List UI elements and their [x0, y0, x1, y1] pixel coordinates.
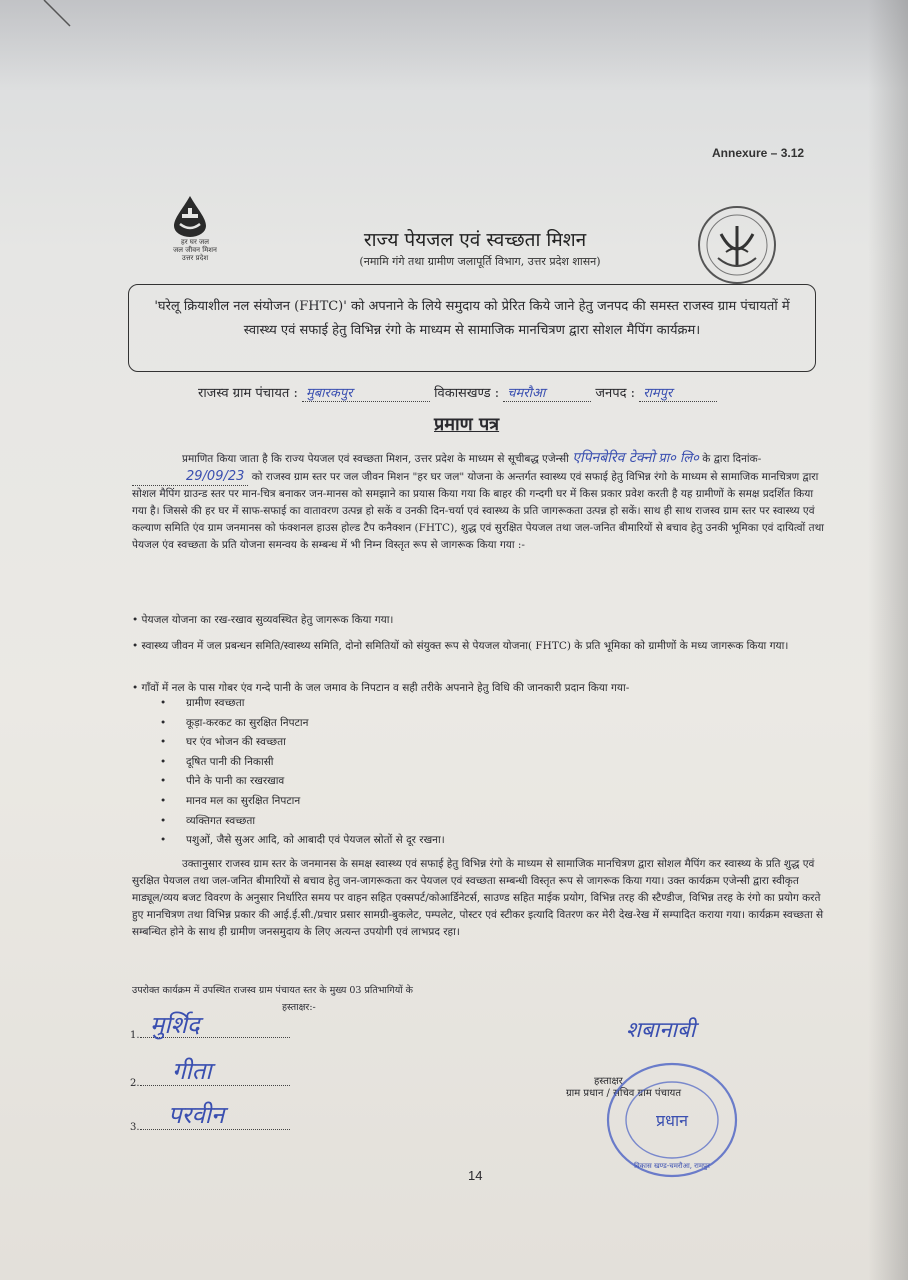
- signatory-2-signature: गीता: [172, 1057, 212, 1085]
- program-title-box: 'घरेलू क्रियाशील नल संयोजन (FHTC)' को अपनाने के लिये समुदाय को प्रेरित किये जाने हेतु जनपद की समस्त राजस्व ग्राम पंचायतों में स्वास्थ्य एवं सफाई हेतु विभिन्न रंगो के माध्यम से सामाजिक मानचित्रण द्वारा सोशल मैपिंग कार्यक्रम।: [128, 284, 816, 372]
- sub-bullet-item: • दूषित पानी की निकासी: [160, 753, 445, 773]
- program-date-handwritten: 29/09/23: [132, 468, 248, 486]
- bullet-2: • स्वास्थ्य जीवन में जल प्रबन्धन समिति/स्वास्थ्य समिति, दोनो समितियों को संयुक्त रूप से पेयजल योजना( FHTC) के प्रति भूमिका को ग्रामीणों के मध्य जागरूक किया गया।: [132, 640, 789, 652]
- signatory-1-signature: मुर्शिद: [150, 1011, 200, 1039]
- sub-bullet-item: • ग्रामीण स्वच्छता: [160, 694, 445, 714]
- mission-title: राज्य पेयजल एवं स्वच्छता मिशन: [363, 229, 587, 251]
- logo-caption-2: जल जीवन मिशन: [173, 246, 217, 254]
- page-number: 14: [468, 1168, 483, 1183]
- signatory-line-1: 1.: [130, 1030, 290, 1041]
- sub-bullet-item: • पशुओं, जैसे सुअर आदि, को आबादी एवं पेयजल स्रोतों से दूर रखना।: [160, 831, 445, 851]
- water-drop-icon: [160, 194, 230, 238]
- sub-bullet-item: • पीने के पानी का रखरखाव: [160, 772, 445, 792]
- sub-bullet-item: • व्यक्तिगत स्वच्छता: [160, 812, 445, 832]
- up-government-seal-icon: [696, 204, 778, 286]
- sub-bullet-list: [160, 694, 445, 851]
- agency-suffix-handwritten: प्रा० लि०: [658, 451, 699, 466]
- paragraph-1-part-2: के द्वारा दिनांक-: [702, 453, 762, 465]
- gram-panchayat-value: मुबारकपुर: [302, 383, 430, 402]
- certificate-heading: प्रमाण पत्र: [434, 414, 500, 435]
- pradhan-label: हस्ताक्षर ग्राम प्रधान / सचिव ग्राम पंचायत: [566, 1076, 682, 1099]
- paragraph-1-part-1: प्रमाणित किया जाता है कि राज्य पेयजल एवं स्वच्छता मिशन, उत्तर प्रदेश के माध्यम से सूचीबद्ध एजेन्सी: [182, 453, 569, 465]
- pradhan-seal-stamp: [604, 1060, 740, 1180]
- block-value: चमरौआ: [503, 383, 591, 402]
- bullet-3: • गाँवों में नल के पास गोबर एंव गन्दे पानी के जल जमाव के निपटान व सही तरीके अपनाने हेतु विधि की जानकारी प्रदान किया गया-: [132, 682, 630, 694]
- annexure-label: Annexure – 3.12: [712, 146, 805, 160]
- seal-title: प्रधान: [656, 1111, 688, 1130]
- gram-panchayat-label: राजस्व ग्राम पंचायत :: [198, 386, 298, 401]
- district-label: जनपद :: [595, 386, 636, 401]
- signatories-intro: उपरोक्त कार्यक्रम में उपस्थित राजस्व ग्राम पंचायत स्तर के मुख्य 03 प्रतिभागियों के हस्ताक्षर:-: [132, 985, 413, 1013]
- pradhan-signature: शबानाबी: [626, 1018, 696, 1043]
- seal-ring-text: विकास खण्ड-चमरौआ, रामपुर: [634, 1162, 710, 1170]
- block-label: विकासखण्ड :: [434, 386, 500, 401]
- location-fields: [198, 383, 818, 402]
- agency-name-handwritten: एपिनबेरिव टेक्नो: [572, 450, 655, 466]
- mission-subtitle: (नमामि गंगे तथा ग्रामीण जलापूर्ति विभाग, उत्तर प्रदेश शासन): [359, 255, 601, 268]
- signatory-line-2: 2.: [130, 1078, 290, 1089]
- paragraph-1-part-3: को राजस्व ग्राम स्तर पर जल जीवन मिशन "हर घर जल" योजना के अन्तर्गत स्वास्थ्य एवं सफाई हेतु विभिन्न रंगो के माध्यम से सामाजिक मानचित्रण द्वारा सोशल मैपिंग ग्राउन्ड स्तर पर मान-चित्र बनाकर जन-मानस को समझाने का प्रयास किया गया कि बाहर की गन्दगी घर में किस प्रकार प्रवेश करती है यह ग्रामीणों के समक्ष प्रदर्शित किया गया है। जिससे की हर घर में साफ-सफाई का वातावरण उत्पन्न हो सकें व उनकी दिन-चर्या एवं स्वास्थ्य के प्रति जागरूकता उत्पन्न हो सकें। साथ ही साथ राजस्व ग्राम स्तर पर स्वास्थ्य एवं कल्याण समिति एंव ग्राम जनमानस को फंक्शनल हाउस होल्ड टैप कनैक्शन (FHTC), शुद्ध एवं सुरक्षित पेयजल तथा जल-जनित बीमारियों से बचाव हेतु उनकी भूमिका एवं दायित्वों तथा पेयजल एंव स्वच्छता के प्रति योजना समन्वय के सम्बन्ध में भी निम्न विस्तृत रूप से जागरूक किया गया :-: [132, 471, 824, 551]
- logo-caption-3: उत्तर प्रदेश: [181, 254, 209, 262]
- district-value: रामपुर: [639, 383, 717, 402]
- sub-bullet-item: • मानव मल का सुरक्षित निपटान: [160, 792, 445, 812]
- corner-crease: [40, 0, 80, 30]
- sub-bullet-item: • घर एंव भोजन की स्वच्छता: [160, 733, 445, 753]
- logo-caption-1: हर घर जल: [181, 238, 209, 246]
- sub-bullet-item: • कूड़ा-करकट का सुरक्षित निपटान: [160, 714, 445, 734]
- paragraph-1: [132, 450, 828, 554]
- paragraph-2: उक्तानुसार राजस्व ग्राम स्तर के जनमानस के समक्ष स्वास्थ्य एवं सफाई हेतु विभिन्न रंगो के माध्यम से सामाजिक मानचित्रण द्वारा सोशल मैपिंग कर स्वास्थ्य के प्रति शुद्ध एवं सुरक्षित पेयजल तथा जल-जनित बीमारियों से बचाव हेतु जन-जागरूकता कर पेयजल एवं स्वच्छता सम्बन्धी विस्तृत रूप से जागरूक किया गया। उक्त कार्यक्रम एजेन्सी द्वारा स्वीकृत माड्यूल/व्यय बजट विवरण के अनुसार निर्धारित समय पर वाहन सहित एक्सपर्ट/कोआर्डिनेटर्स, साउण्ड सहित माईक प्रयोग, विभिन्न तरह की स्टैण्डीज, विभिन्न तरह के रंगो का प्रयोग करते हुए मानचित्रण तथा विभिन्न प्रकार की आई.ई.सी./प्रचार प्रसार सामग्री-बुकलेट, पम्पलेट, पोस्टर एवं स्टीकर इत्यादि वितरण कर मेरी देख-रेख में सम्पादित कराया गया। कार्यक्रम स्वच्छता से सम्बन्धित होने के साथ ही ग्रामीण जनसमुदाय के लिए अत्यन्त उपयोगी एवं लाभप्रद रहा।: [132, 858, 824, 938]
- bullet-1: • पेयजल योजना का रख-रखाव सुव्यवस्थित हेतु जागरूक किया गया।: [132, 614, 394, 626]
- har-ghar-jal-logo: [160, 194, 230, 264]
- signatory-line-3: 3.: [130, 1122, 290, 1133]
- signatory-3-signature: परवीन: [168, 1101, 225, 1129]
